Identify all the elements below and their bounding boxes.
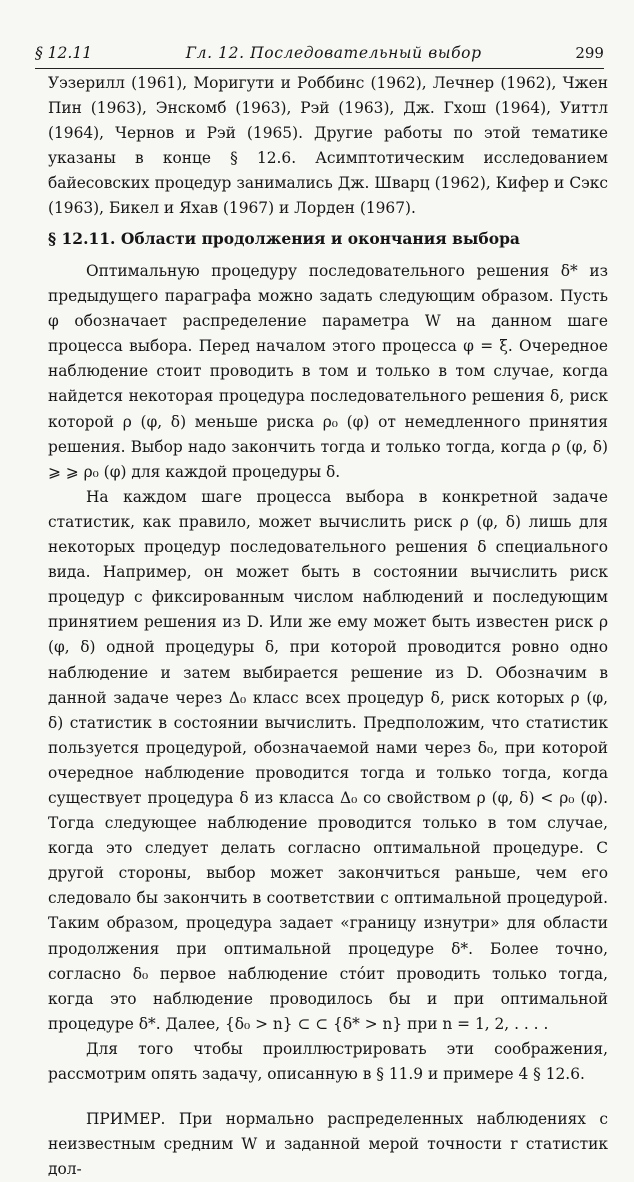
paragraph-2: На каждом шаге процесса выбора в конкретной задаче статистик, как правило, может вычислить риск ρ (φ, δ) лишь для некоторых процедур последовательного решения δ специального вида. Например, он может быть в состоянии вычислить риск процедур с фиксированным числом наблюдений и последующим принятием решения из D. Или же ему может быть известен риск ρ (φ, δ) одной процедуры δ, при которой проводится ровно одно наблюдение и затем выбирается решение из D. Обозначим в данной задаче через Δ₀ класс всех процедур δ, риск которых ρ (φ, δ) статистик в состоянии вычислить. Предположим, что статистик пользуется процедурой, обозначаемой нами через δ₀, при которой очередное наблюдение проводится тогда и только тогда, когда существует процедура δ из класса Δ₀ со свойством ρ (φ, δ) < ρ₀ (φ). Тогда следующее наблюдение проводится только в том случае, когда это следует делать согласно оптимальной процедуре. С другой стороны, выбор может закончиться раньше, чем его следовало бы закончить в соответствии с оптимальной процедурой. Таким образом, процедура задает «границу изнутри» для области продолжения при оптимальной процедуре δ*. Более точно, согласно δ₀ первое наблюдение стóит проводить только тогда, когда это наблюдение проводилось бы и при оптимальной процедуре δ*. Далее, {δ₀ > n} ⊂ ⊂ {δ* > n} при n = 1, 2, . . . . (48, 487, 608, 1033)
header-title: Гл. 12. Последовательный выбор (185, 44, 482, 62)
running-header (35, 44, 604, 66)
example-paragraph: ПРИМЕР. При нормально распределенных наблюдениях с неизвестным средним W и заданной мерой точности r статистик дол- (48, 1110, 608, 1179)
page-number: 299 (575, 44, 604, 62)
section-body (48, 259, 608, 1182)
intro-block (48, 71, 608, 222)
section-heading: § 12.11. Области продолжения и окончания выбора (48, 229, 520, 248)
intro-paragraph: Уэзерилл (1961), Моригути и Роббинс (1962), Лечнер (1962), Чжен Пин (1963), Энскомб (1963), Рэй (1963), Дж. Гхош (1964), Уиттл (1964), Чернов и Рэй (1965). Другие работы по этой тематике указаны в конце § 12.6. Асимптотическим исследованием байесовских процедур занимались Дж. Шварц (1962), Кифер и Сэкс (1963), Бикел и Яхав (1967) и Лорден (1967). (48, 74, 608, 218)
paragraph-1: Оптимальную процедуру последовательного решения δ* из предыдущего параграфа можно задать следующим образом. Пусть φ обозначает распределение параметра W на данном шаге процесса выбора. Перед началом этого процесса φ = ξ. Очередное наблюдение стоит проводить в том и только в том случае, когда найдется некоторая процедура последовательного решения δ, риск которой ρ (φ, δ) меньше риска ρ₀ (φ) от немедленного принятия решения. Выбор надо закончить тогда и только тогда, когда ρ (φ, δ) ⩾ ⩾ ρ₀ (φ) для каждой процедуры δ. (48, 262, 608, 481)
header-section: § 12.11 (35, 44, 93, 62)
header-rule (35, 68, 604, 69)
paragraph-3: Для того чтобы проиллюстрировать эти соображения, рассмотрим опять задачу, описанную в § 11.9 и примере 4 § 12.6. (48, 1039, 608, 1083)
